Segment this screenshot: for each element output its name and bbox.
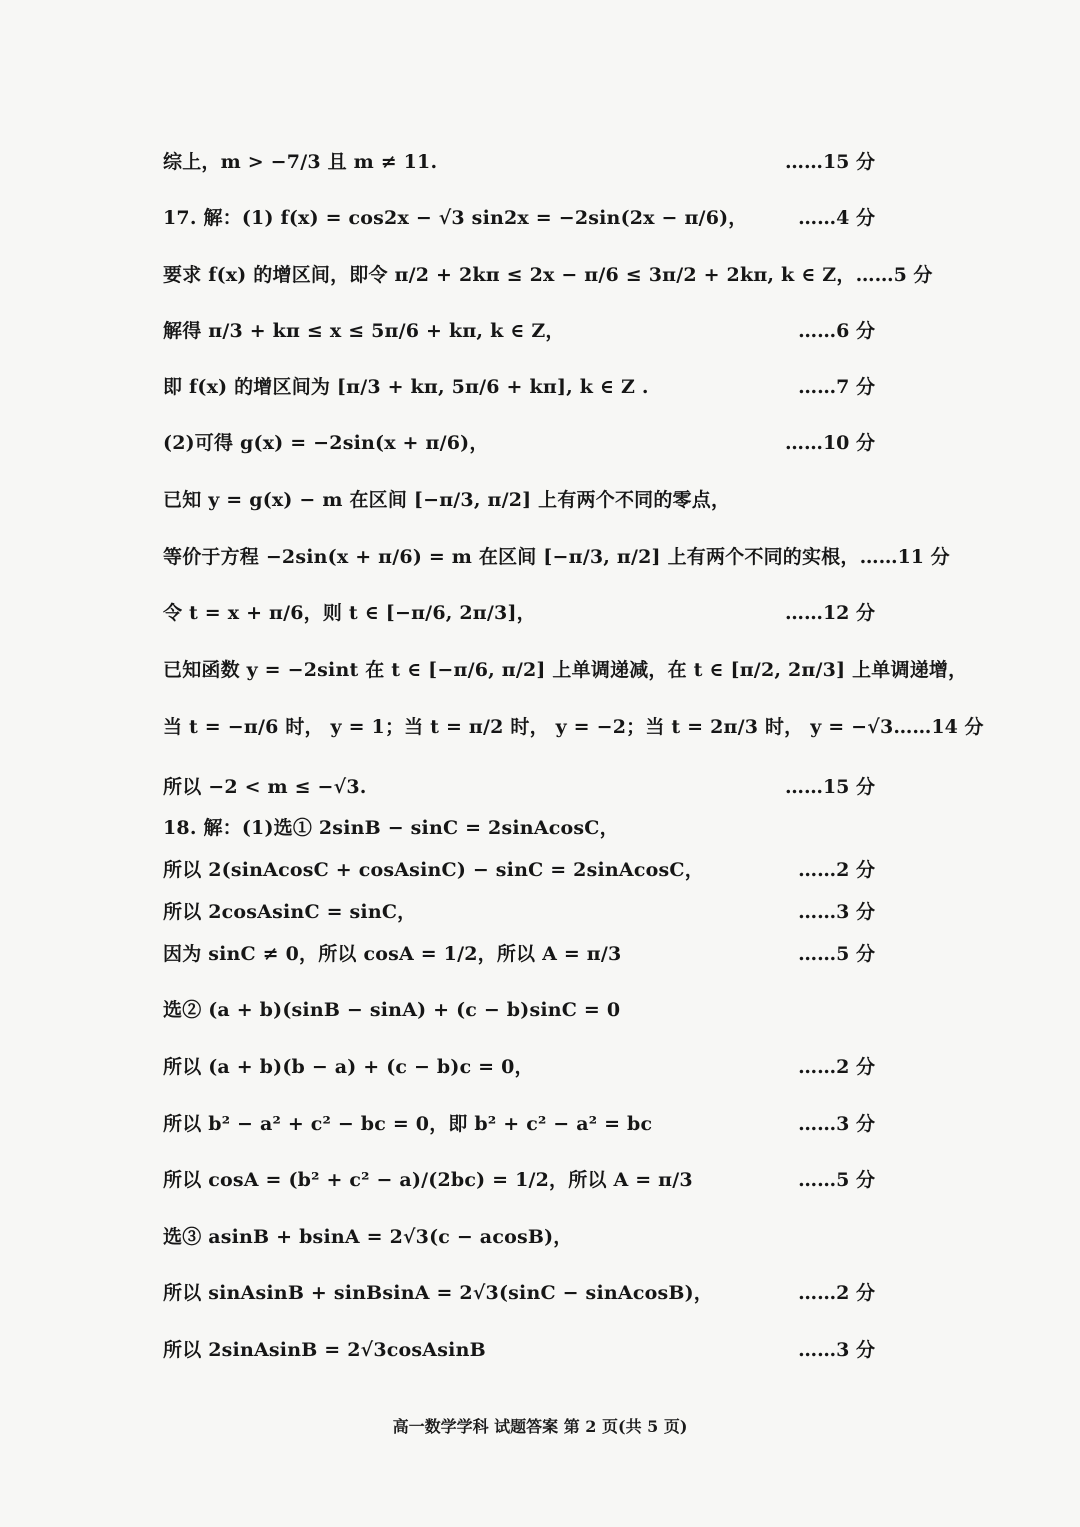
line-points: ……3 分	[798, 1338, 875, 1361]
solution-line	[163, 924, 875, 980]
line-points: ……3 分	[798, 1112, 875, 1135]
solution-line	[163, 1150, 875, 1206]
line-text: 因为 sinC ≠ 0，所以 cosA = 1/2，所以 A = π/3	[163, 942, 622, 965]
line-points: ……11 分	[859, 545, 950, 568]
line-text: 综上，m > −7/3 且 m ≠ 11.	[163, 150, 438, 173]
line-text: 所以 (a + b)(b − a) + (c − b)c = 0，	[163, 1055, 534, 1078]
line-points: ……2 分	[798, 1055, 875, 1078]
line-text: 所以 −2 < m ≤ −√3.	[163, 775, 367, 798]
line-points: ……2 分	[798, 1281, 875, 1304]
line-text: 所以 2sinAsinB = 2√3cosAsinB	[163, 1338, 486, 1361]
solution-line	[163, 1037, 875, 1093]
solution-line	[163, 357, 875, 413]
line-text: 18. 解：(1)选① 2sinB − sinC = 2sinAcosC，	[163, 816, 619, 839]
line-points: ……12 分	[784, 601, 875, 624]
solution-line	[163, 470, 875, 526]
line-text: 所以 2(sinAcosC + cosAsinC) − sinC = 2sinAcosC，	[163, 858, 704, 881]
line-text: 已知 y = g(x) − m 在区间 [−π/3, π/2] 上有两个不同的零点，	[163, 488, 731, 511]
line-text: (2)可得 g(x) = −2sin(x + π/6)，	[163, 431, 489, 454]
line-points: ……4 分	[798, 206, 875, 229]
line-text: 所以 2cosAsinC = sinC，	[163, 900, 417, 923]
solution-line	[163, 1263, 875, 1319]
line-points: ……5 分	[855, 263, 933, 286]
line-text: 令 t = x + π/6，则 t ∈ [−π/6, 2π/3]，	[163, 601, 536, 624]
line-text: 等价于方程 −2sin(x + π/6) = m 在区间 [−π/3, π/2] 上有两个不同的实根，	[163, 545, 860, 568]
line-text: 要求 f(x) 的增区间，即令 π/2 + 2kπ ≤ 2x − π/6 ≤ 3π/2 + 2kπ, k ∈ Z，	[163, 263, 856, 286]
solution-line	[163, 1207, 875, 1263]
line-text: 选③ asinB + bsinA = 2√3(c − acosB)，	[163, 1225, 573, 1248]
line-points: ……7 分	[798, 375, 875, 398]
line-text: 17. 解：(1) f(x) = cos2x − √3 sin2x = −2sin(2x − π/6)，	[163, 206, 748, 229]
line-points: ……5 分	[798, 1168, 875, 1191]
line-text: 所以 b² − a² + c² − bc = 0，即 b² + c² − a² = bc	[163, 1112, 653, 1135]
line-points: ……5 分	[798, 942, 875, 965]
line-points: ……2 分	[798, 858, 875, 881]
line-points: ……15 分	[784, 775, 875, 798]
solution-line	[163, 1320, 875, 1376]
solution-line	[163, 188, 875, 244]
solution-line	[163, 697, 984, 753]
solution-line	[163, 527, 950, 583]
line-text: 已知函数 y = −2sint 在 t ∈ [−π/6, π/2] 上单调递减，在 t ∈ [π/2, 2π/3] 上单调递增，	[163, 658, 968, 681]
page-footer: 高一数学学科 试题答案 第 2 页(共 5 页)	[392, 1417, 688, 1436]
solution-line	[163, 413, 875, 469]
solution-line	[163, 132, 875, 188]
solution-line	[163, 1094, 875, 1150]
line-text: 当 t = −π/6 时， y = 1；当 t = π/2 时， y = −2；当 t = 2π/3 时， y = −√3	[163, 715, 894, 738]
line-points: ……3 分	[798, 900, 875, 923]
line-text: 选② (a + b)(sinB − sinA) + (c − b)sinC = 0	[163, 998, 621, 1021]
line-text: 解得 π/3 + kπ ≤ x ≤ 5π/6 + kπ, k ∈ Z，	[163, 319, 565, 342]
solution-line	[163, 980, 875, 1036]
line-text: 即 f(x) 的增区间为 [π/3 + kπ, 5π/6 + kπ], k ∈ Z .	[163, 375, 649, 398]
line-points: ……10 分	[784, 431, 875, 454]
line-text: 所以 cosA = (b² + c² − a)/(2bc) = 1/2，所以 A = π/3	[163, 1168, 693, 1191]
line-points: ……6 分	[798, 319, 875, 342]
line-points: ……15 分	[784, 150, 875, 173]
solution-line	[163, 583, 875, 639]
solution-line	[163, 640, 968, 696]
solution-line	[163, 245, 933, 301]
line-points: ……14 分	[893, 715, 984, 738]
line-text: 所以 sinAsinB + sinBsinA = 2√3(sinC − sinAcosB)，	[163, 1281, 714, 1304]
solution-line	[163, 301, 875, 357]
